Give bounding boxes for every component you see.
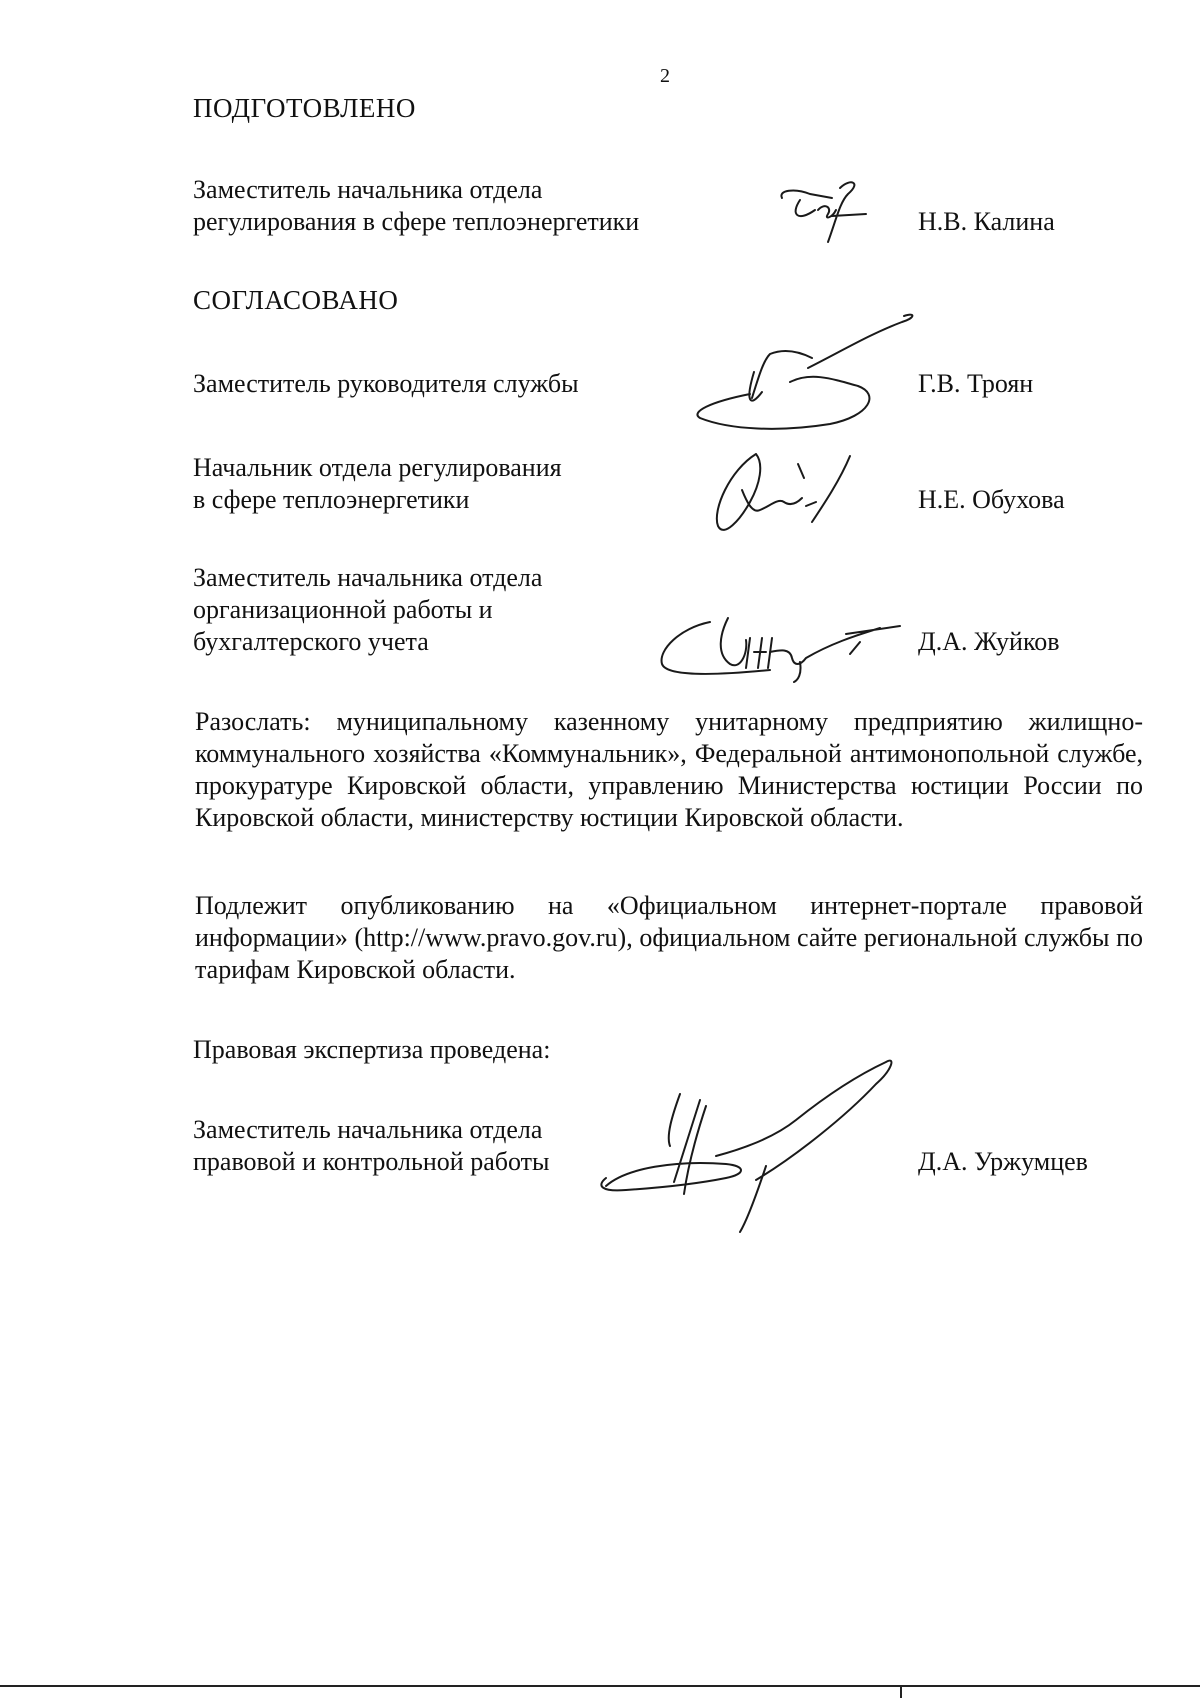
signature-urzhumtsev — [596, 1056, 906, 1236]
prepared-position-line2: регулирования в сфере теплоэнергетики — [193, 207, 640, 236]
legal-review-position-line2: правовой и контрольной работы — [193, 1147, 550, 1176]
agreed-signer3-position-line1: Заместитель начальника отдела — [193, 563, 543, 592]
prepared-heading: ПОДГОТОВЛЕНО — [193, 93, 416, 123]
agreed-signer3-position-line2: организационной работы и — [193, 595, 493, 624]
footer-rule — [0, 1685, 1200, 1687]
agreed-signer3-name: Д.А. Жуйков — [918, 627, 1060, 656]
agreed-signer2-position-line2: в сфере теплоэнергетики — [193, 485, 470, 514]
page-number: 2 — [660, 65, 670, 87]
prepared-position-line1: Заместитель начальника отдела — [193, 175, 543, 204]
legal-review-name: Д.А. Уржумцев — [918, 1147, 1088, 1176]
distribution-paragraph: Разослать: муниципальному казенному унитарному предприятию жилищно-коммунального хозяйства «Коммунальник», Федеральной антимонопольной службе, прокуратуре Кировской области, управлению Министерства юстиции России по Кировской области, министерству юстиции Кировской области. — [195, 707, 1143, 832]
agreed-heading: СОГЛАСОВАНО — [193, 285, 399, 315]
agreed-signer2-name: Н.Е. Обухова — [918, 485, 1065, 514]
legal-review-position-line1: Заместитель начальника отдела — [193, 1115, 543, 1144]
signature-zhuykov — [650, 604, 910, 684]
agreed-signer3-position-line3: бухгалтерского учета — [193, 627, 429, 656]
agreed-signer1-position: Заместитель руководителя службы — [193, 369, 579, 398]
agreed-signer1-name: Г.В. Троян — [918, 369, 1034, 398]
legal-review-heading: Правовая экспертиза проведена: — [193, 1035, 551, 1064]
agreed-signer2-position-line1: Начальник отдела регулирования — [193, 453, 562, 482]
publication-paragraph: Подлежит опубликованию на «Официальном интернет-портале правовой информации» (http://www.pravo.gov.ru), официальном сайте региональной службы по тарифам Кировской области. — [195, 891, 1143, 984]
signature-kalina — [770, 180, 900, 260]
signature-obukhova — [700, 440, 880, 540]
footer-tick — [900, 1686, 902, 1698]
signature-troyan — [690, 312, 920, 442]
prepared-name: Н.В. Калина — [918, 207, 1055, 236]
